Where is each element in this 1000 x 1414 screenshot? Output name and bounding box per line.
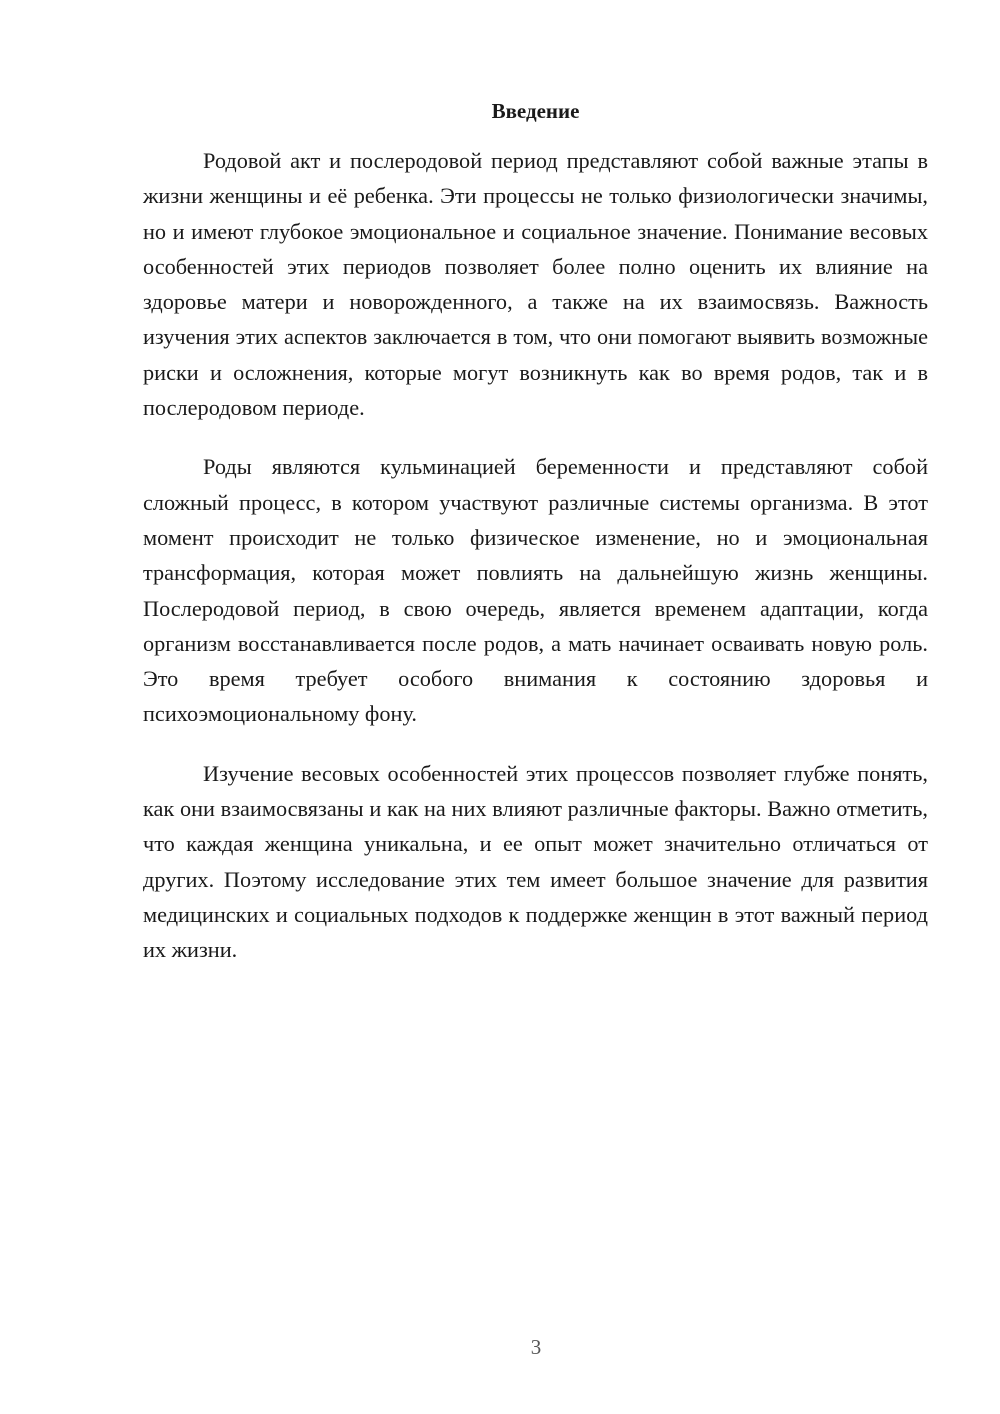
paragraph-2: Роды являются кульминацией беременности и представляют собой сложный процесс, в котором участвуют различные системы организма. В этот момент происходит не только физическое изменение, но и эмоциональная трансформация, которая может повлиять на дальнейшую жизнь женщины. Послеродовой период, в свою очередь, является временем адаптации, когда организм восстанавливается после родов, а мать начинает осваивать новую роль. Это время требует особого внимания к состоянию здоровья и психоэмоциональному фону. bbox=[143, 454, 928, 727]
paragraph-1: Родовой акт и послеродовой период представляют собой важные этапы в жизни женщины и её ребенка. Эти процессы не только физиологически значимы, но и имеют глубокое эмоциональное и социальное значение. Понимание весовых особенностей этих периодов позволяет более полно оценить их влияние на здоровье матери и новорожденного, а также на их взаимосвязь. Важность изучения этих аспектов заключается в том, что они помогают выявить возможные риски и осложнения, которые могут возникнуть как во время родов, так и в послеродовом периоде. bbox=[143, 148, 928, 421]
section-title: Введение bbox=[491, 99, 580, 123]
page-number: 3 bbox=[530, 1335, 542, 1359]
body-text bbox=[143, 143, 928, 992]
paragraph-3: Изучение весовых особенностей этих процессов позволяет глубже понять, как они взаимосвязаны и как на них влияют различные факторы. Важно отметить, что каждая женщина уникальна, и ее опыт может значительно отличаться от других. Поэтому исследование этих тем имеет большое значение для развития медицинских и социальных подходов к поддержке женщин в этот важный период их жизни. bbox=[143, 760, 928, 963]
